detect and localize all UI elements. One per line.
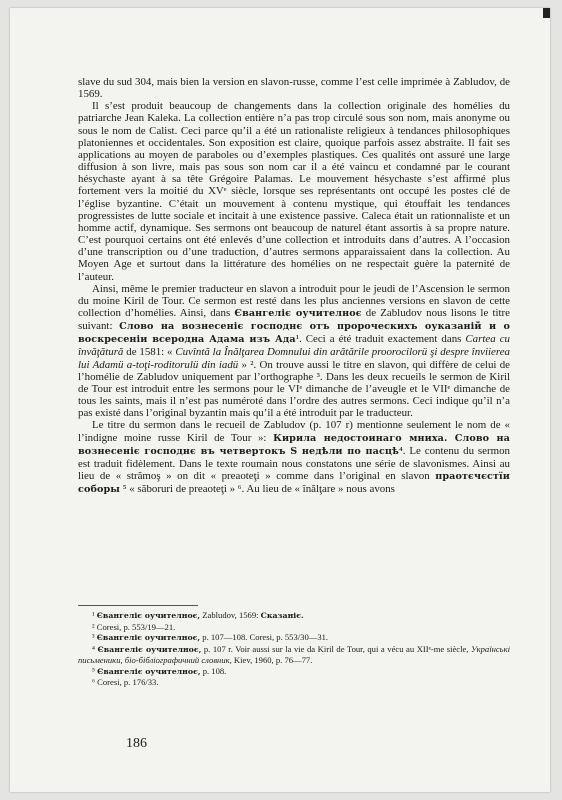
p3-text-d: de 1581: « (123, 346, 176, 359)
paragraph-4 (78, 419, 510, 496)
footnote-2 (78, 622, 510, 633)
p3-text-a: Ainsi, même le premier traducteur en slavon a introduit pour le jeudi de l’Ascension le sermon du moine Kiril de Tour. Ce sermon est resté dans les plus anciennes versions en slavon de cette collection d’homélies. Ainsi, dans (78, 282, 510, 319)
footnote-1 (78, 610, 510, 622)
footnote-text: p. 108. (200, 665, 227, 676)
p3-text-c: ¹. Ceci a été traduit exactement dans (295, 333, 466, 346)
p4-slavonic-title-1: Кирила недостоинаго мниха. Слово на вознесеніє господнє въ четвертокъ Ѕ недѣли по пасцѣ (78, 432, 510, 457)
footnote-italic-title: Українські письменики, біо-бібліографичний словник, (78, 643, 510, 665)
p4-text-b: ⁴. Le contenu du sermon est traduit fidèlement. Dans le texte roumain nous constatons une série de slavonismes. Ainsi au lieu de « strămoş » on dit « preaoteţi » comme dans l’original en slavon (78, 444, 510, 482)
footnote-4 (78, 644, 510, 666)
p3-italic-title-1: Cartea cu învăţătură (78, 333, 510, 359)
book-page (10, 8, 550, 792)
footnote-slavonic: Сказаніє. (260, 611, 304, 620)
footnote-slavonic: Євангеліє оучителноє, (97, 644, 202, 654)
footnote-text: p. 107—108. Coresi, p. 553/30—31. (200, 632, 329, 642)
body-text (78, 76, 510, 496)
footnote-marker: ² (92, 621, 95, 632)
p3-italic-title-2: Cuvîntă la Înălţarea Domnului din arătările proorocilorü şi despre înviierea lui Adamü a-toţi-roditorulü din iadü (78, 346, 510, 371)
footnote-rule (78, 605, 198, 606)
footnote-marker: ¹ (92, 610, 95, 620)
footnote-marker: ⁴ (92, 643, 95, 654)
footnote-text: Coresi, p. 553/19—21. (96, 621, 176, 632)
footnotes (78, 605, 510, 688)
footnote-slavonic: Євангеліє оучителноє, (97, 666, 201, 676)
paragraph-1: slave du sud 304, mais bien la version en slavon-russe, comme l’est celle imprimée à Zabludov, de 1569. (78, 76, 510, 101)
paragraph-3 (78, 283, 510, 420)
p3-slavonic-title-1: Євангеліє оучителноє (234, 307, 362, 319)
p3-text-b: de Zabludov nous lisons le titre suivant: (78, 306, 510, 333)
footnote-3 (78, 632, 510, 644)
page-number: 186 (126, 736, 147, 751)
footnote-marker: ⁵ (92, 665, 95, 676)
footnote-text: p. 107 r. Voir aussi sur la vie da Kiril de Tour, qui a vécu au XIIᵉ-me siècle, (201, 643, 472, 654)
footnote-marker: ³ (92, 632, 95, 642)
footnote-text: Kiev, 1960, p. 76—77. (231, 655, 313, 665)
footnote-marker: ⁶ (92, 677, 95, 687)
p4-text-c: ⁵ « săboruri de preaoteţi » ⁶. Au lieu de « înălţare » nous avons (119, 483, 395, 496)
footnote-text: Coresi, p. 176/33. (97, 677, 159, 687)
p3-text-e: » ². On trouve aussi le titre en slavon, qui diffère de celui de l’homélie de Zabludov uniquement par l’orthographe ³. Dans les deux recueils le sermon de Kiril de Tour est introduit entre les sermons pour le VIᵉ dimanche de l’aveugle et le VIIᵉ dimanche de tous les saints, mais il n’est pas numéroté dans l’ordre des autres sermons. Ceci indique qu’il n’a pas existé dans l’original byzantin mais qu’il a été introduit par le traducteur. (78, 358, 510, 420)
p4-text-a: Le titre du sermon dans le recueil de Zabludov (p. 107 r) mentionne seulement le nom de « l’indigne moine russe Kiril de Tour »: (78, 419, 510, 444)
footnote-slavonic: Євангеліє оучителноє, (96, 633, 201, 642)
p4-slavonic-phrase: праотєчєстїи соборы (78, 471, 510, 496)
p3-slavonic-title-2: Слово на вознесеніє господнє отъ пророческихъ оуказаній и о воскресеніи всеродна Адама изъ Ада (78, 321, 510, 346)
scan-edge-mark (543, 8, 550, 18)
paragraph-2: Il s’est produit beaucoup de changements dans la collection originale des homélies du patriarche Jean Kaleka. La collection entière n’a pas trop circulé sous son nom, mais anonyme ou sous le nom de Calist. Ceci parce qu’il a été un rationaliste religieux à tendances philosophiques platoniennes et occidentales. Son exposition est claire, quoique parfois assez abstraite. Il fait ses applications au moyen de paraboles ou d’exemples plastiques. Ces qualités ont assuré une large diffusion à son livre, mais pas sous son nom car il a été vaincu et condamné par le courant hésychaste ayant à sa tête Grégoire Palamas. Le mouvement hésychaste s’est affirmé plus fortement vers la moitié du XVᵉ siècle, lorsque ses représentants ont occupé les postes clé de l’église byzantine. C’était un mouvement à contenu mystique, qui étouffait les tendances progressistes de lutte sociale et incitait à une existence passive. Caleca était un rationnaliste et un homme actif, dynamique. Ses sermons ont beaucoup de naturel étant assortis à sa propre nature. C’est pourquoi certains ont été enlevés d’une collection et introduits dans d’autres. A l’occasion d’une transcription ou d’une traduction, d’autres sermons apparaissaient dans la collection. Au Moyen Age et surtout dans la littérature des homélies on ne respectait guère la paternité de l’auteur. (78, 100, 510, 283)
footnote-text: Zabludov, 1569: (200, 610, 261, 620)
footnote-5 (78, 666, 510, 678)
footnote-6 (78, 677, 510, 688)
footnote-slavonic: Євангеліє оучителноє, (96, 611, 201, 620)
